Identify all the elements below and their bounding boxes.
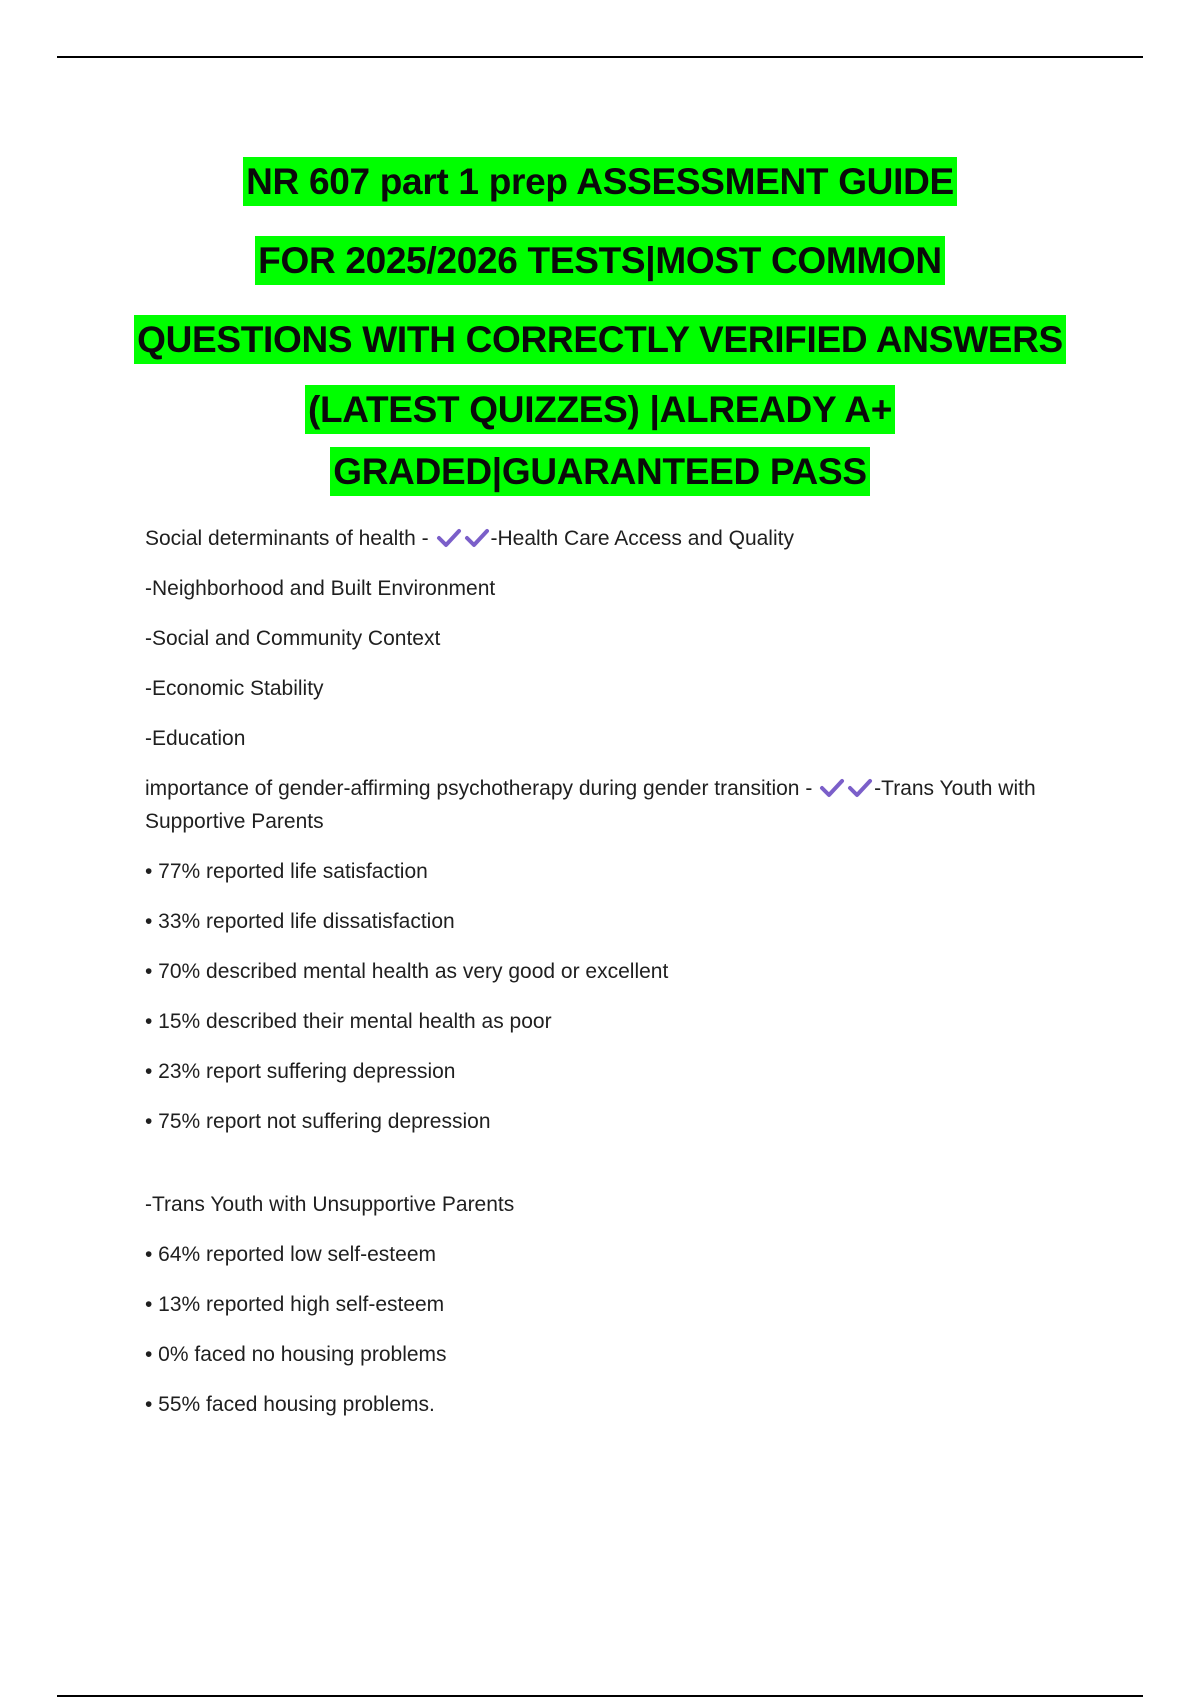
title-line-5: GRADED|GUARANTEED PASS — [0, 441, 1200, 503]
answer-item: -Economic Stability — [145, 677, 324, 700]
answer-item: -Neighborhood and Built Environment — [145, 577, 496, 600]
document-body — [145, 522, 1065, 1438]
answer-text: -Health Care Access and Quality — [490, 527, 794, 550]
bullet-item: • 33% reported life dissatisfaction — [145, 910, 455, 933]
bullet-item: • 0% faced no housing problems — [145, 1343, 447, 1366]
title-line-2: FOR 2025/2026 TESTS|MOST COMMON — [0, 221, 1200, 300]
bullet-item: • 55% faced housing problems. — [145, 1393, 435, 1416]
title-line-3: QUESTIONS WITH CORRECTLY VERIFIED ANSWERS — [0, 300, 1200, 379]
subheading-unsupportive: -Trans Youth with Unsupportive Parents — [145, 1193, 515, 1216]
answer-text: -Trans Youth with Supportive Parents — [145, 777, 1036, 833]
top-rule — [57, 56, 1143, 58]
bullet-item: • 13% reported high self-esteem — [145, 1293, 445, 1316]
title-line-4: (LATEST QUIZZES) |ALREADY A+ — [0, 379, 1200, 441]
bottom-rule — [57, 1695, 1143, 1697]
question-text: Social determinants of health - — [145, 527, 435, 550]
bullet-item: • 23% report suffering depression — [145, 1060, 456, 1083]
bullet-item: • 75% report not suffering depression — [145, 1110, 491, 1133]
check-mark-icon — [436, 528, 462, 548]
question-social-determinants — [145, 522, 1065, 555]
bullet-item: • 64% reported low self-esteem — [145, 1243, 436, 1266]
document-title — [0, 142, 1200, 503]
question-gender-affirming — [145, 772, 1065, 838]
bullet-item: • 77% reported life satisfaction — [145, 860, 428, 883]
question-text: importance of gender-affirming psychotherapy during gender transition - — [145, 777, 819, 800]
check-mark-icon — [819, 778, 845, 798]
bullet-item: • 70% described mental health as very good or excellent — [145, 960, 669, 983]
bullet-item: • 15% described their mental health as poor — [145, 1010, 552, 1033]
answer-item: -Education — [145, 727, 246, 750]
title-line-1: NR 607 part 1 prep ASSESSMENT GUIDE — [0, 142, 1200, 221]
answer-item: -Social and Community Context — [145, 627, 441, 650]
check-mark-icon — [847, 778, 873, 798]
check-mark-icon — [464, 528, 490, 548]
